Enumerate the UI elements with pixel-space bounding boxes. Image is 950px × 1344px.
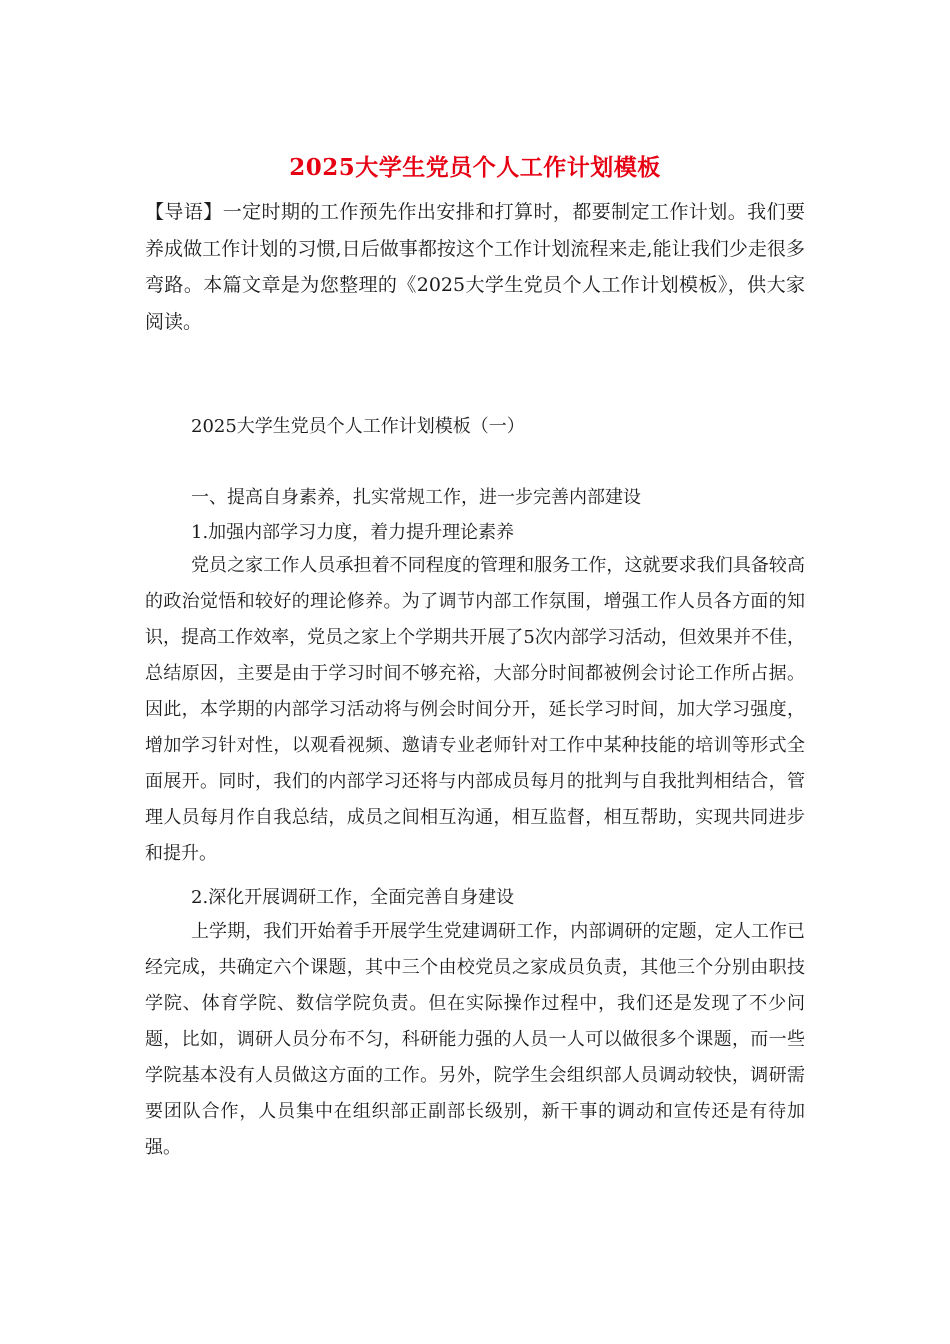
body-paragraph-2: 上学期，我们开始着手开展学生党建调研工作，内部调研的定题，定人工作已经完成，共确定六个课题，其中三个由校党员之家成员负责，其他三个分别由职技学院、体育学院、数信学院负责。但在实际操作过程中，我们还是发现了不少问题，比如，调研人员分布不匀，科研能力强的人员一人可以做很多个课题，而一些学院基本没有人员做这方面的工作。另外，院学生会组织部人员调动较快，调研需要团队合作，人员集中在组织部正副部长级别，新干事的调动和宣传还是有待加强。 — [145, 921, 805, 1158]
section-subtitle: 2025大学生党员个人工作计划模板（一） — [191, 416, 525, 437]
item-heading-1: 1.加强内部学习力度，着力提升理论素养 — [191, 522, 515, 543]
document-title: 2025大学生党员个人工作计划模板 — [289, 154, 661, 181]
section-heading: 一、提高自身素养，扎实常规工作，进一步完善内部建设 — [191, 487, 641, 508]
intro-paragraph: 【导语】一定时期的工作预先作出安排和打算时，都要制定工作计划。我们要养成做工作计划的习惯,日后做事都按这个工作计划流程来走,能让我们少走很多弯路。本篇文章是为您整理的《2025大学生党员个人工作计划模板》，供大家阅读。 — [145, 201, 805, 333]
item-heading-2: 2.深化开展调研工作，全面完善自身建设 — [191, 887, 515, 908]
body-paragraph-1: 党员之家工作人员承担着不同程度的管理和服务工作，这就要求我们具备较高的政治觉悟和较好的理论修养。为了调节内部工作氛围，增强工作人员各方面的知识，提高工作效率，党员之家上个学期共开展了5次内部学习活动，但效果并不佳，总结原因，主要是由于学习时间不够充裕，大部分时间都被例会讨论工作所占据。因此，本学期的内部学习活动将与例会时间分开，延长学习时间，加大学习强度，增加学习针对性，以观看视频、邀请专业老师针对工作中某种技能的培训等形式全面展开。同时，我们的内部学习还将与内部成员每月的批判与自我批判相结合，管理人员每月作自我总结，成员之间相互沟通，相互监督，相互帮助，实现共同进步和提升。 — [145, 555, 805, 864]
